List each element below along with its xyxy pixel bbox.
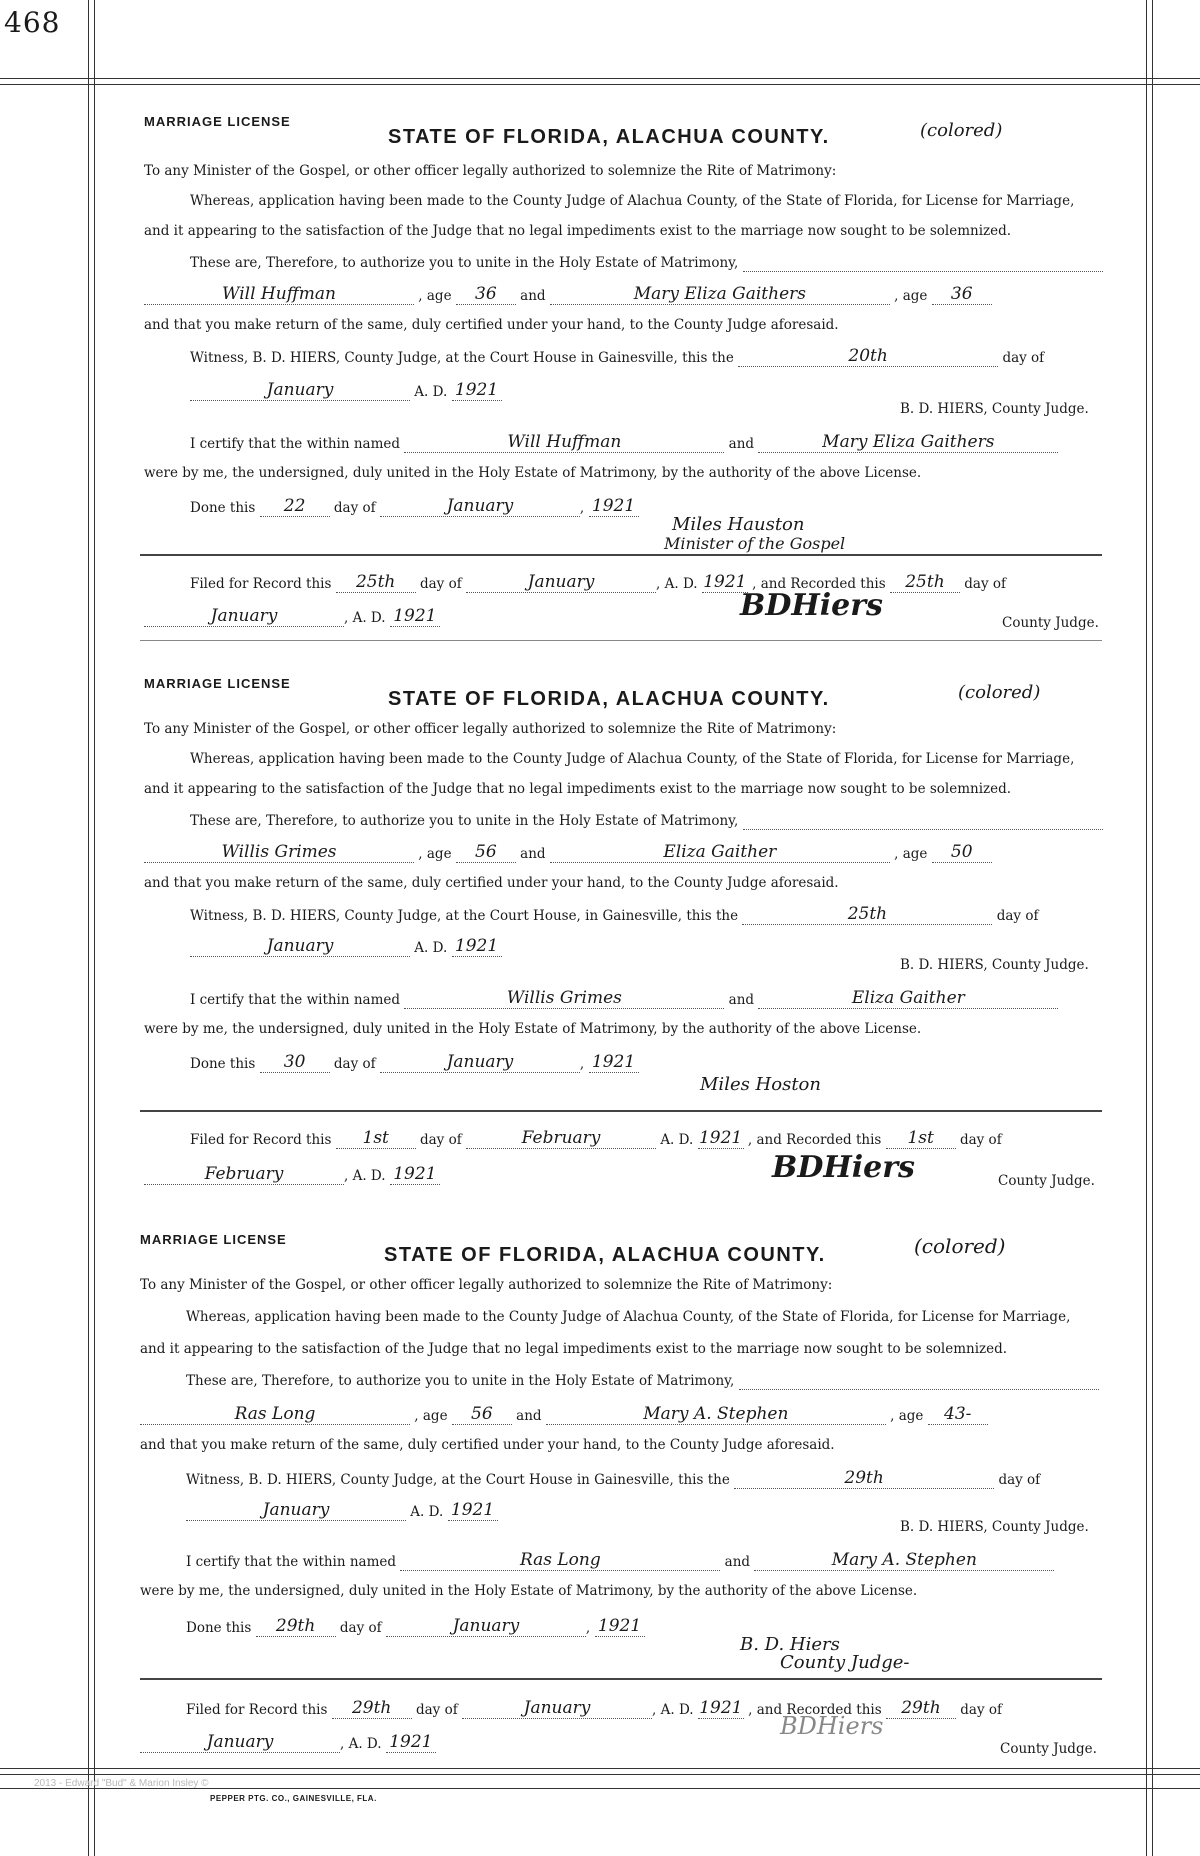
filed-day: 1st	[336, 1128, 416, 1149]
judge-line: B. D. HIERS, County Judge.	[900, 1519, 1089, 1535]
top-rule	[0, 84, 1200, 85]
certify-line	[190, 988, 1058, 1009]
certify-text: I certify that the within named	[186, 1554, 397, 1570]
bride-age: 50	[932, 842, 992, 863]
these-are-text: These are, Therefore, to authorize you to unite in the Holy Estate of Matrimony,	[186, 1373, 735, 1389]
witness-text: Witness, B. D. HIERS, County Judge, at the Court House in Gainesville, this the	[190, 350, 734, 366]
witness-month: January	[190, 380, 410, 401]
bride-name: Mary Eliza Gaithers	[550, 284, 890, 305]
filed-text: Filed for Record this	[190, 576, 332, 592]
ad-label: A. D.	[410, 1504, 444, 1520]
and-label: and	[728, 992, 755, 1008]
age-label: , age	[418, 288, 452, 304]
recorded-date-line	[144, 1164, 440, 1185]
ad-label: A. D.	[664, 576, 698, 592]
comma: ,	[579, 500, 585, 516]
recorded-day: 29th	[886, 1698, 956, 1719]
filed-line	[190, 1128, 1002, 1149]
done-this-label: Done this	[186, 1620, 252, 1636]
these-are-line	[190, 254, 1103, 272]
age-label: , age	[890, 1408, 924, 1424]
witness-day: 29th	[734, 1468, 994, 1489]
done-month: January	[380, 1052, 580, 1073]
bottom-rule	[0, 1768, 1200, 1769]
filed-year: 1921	[703, 572, 747, 592]
colored-note: (colored)	[914, 1234, 1006, 1258]
officiant-title: County Judge-	[780, 1652, 910, 1673]
marriage-license-2	[140, 676, 1102, 1196]
witness-date-line	[186, 1500, 498, 1521]
day-of-label: day of	[960, 1702, 1002, 1718]
margin-line	[1146, 0, 1147, 1856]
cert-groom: Willis Grimes	[404, 988, 724, 1009]
state-title: STATE OF FLORIDA, ALACHUA COUNTY.	[388, 126, 830, 148]
dotted-leader	[743, 257, 1103, 272]
judge-line: B. D. HIERS, County Judge.	[900, 957, 1089, 973]
ad-label: A. D.	[348, 1736, 382, 1752]
united-line: were by me, the undersigned, duly united in the Holy Estate of Matrimony, by the authority of the above License.	[140, 1583, 918, 1599]
day-of-label: day of	[333, 500, 376, 516]
cert-bride: Mary A. Stephen	[754, 1550, 1054, 1571]
judge-line: B. D. HIERS, County Judge.	[900, 401, 1089, 417]
age-label: , age	[418, 846, 452, 862]
certify-text: I certify that the within named	[190, 992, 401, 1008]
done-line	[190, 1052, 639, 1073]
done-day: 30	[260, 1052, 330, 1073]
witness-text: Witness, B. D. HIERS, County Judge, at the Court House, in Gainesville, this the	[190, 908, 739, 924]
state-title: STATE OF FLORIDA, ALACHUA COUNTY.	[388, 688, 830, 710]
recorded-year: 1921	[390, 1164, 440, 1185]
state-title: STATE OF FLORIDA, ALACHUA COUNTY.	[384, 1244, 826, 1266]
officiant-title: Minister of the Gospel	[664, 534, 846, 553]
comma: ,	[656, 576, 661, 592]
day-of-label: day of	[419, 1132, 462, 1148]
these-are-line	[190, 812, 1103, 830]
witness-line	[190, 346, 1044, 367]
filed-day: 25th	[336, 572, 416, 593]
margin-line	[88, 0, 89, 1856]
marriage-license-1	[140, 114, 1102, 644]
filed-line	[190, 572, 1006, 593]
these-are-text: These are, Therefore, to authorize you to unite in the Holy Estate of Matrimony,	[190, 813, 739, 829]
groom-name: Ras Long	[140, 1404, 410, 1425]
parties-line	[140, 1404, 988, 1425]
return-line: and that you make return of the same, duly certified under your hand, to the County Judge aforesaid.	[140, 1437, 835, 1453]
and-label: and	[520, 288, 546, 304]
page-number: 468	[4, 6, 61, 39]
day-of-label: day of	[415, 1702, 458, 1718]
bride-name: Mary A. Stephen	[546, 1404, 886, 1425]
bride-name: Eliza Gaither	[550, 842, 890, 863]
return-line: and that you make return of the same, duly certified under your hand, to the County Judge aforesaid.	[144, 317, 839, 333]
ad-label: A. D.	[414, 384, 448, 400]
county-judge-label: County Judge.	[1000, 1741, 1097, 1757]
done-day: 22	[260, 496, 330, 517]
recorded-year: 1921	[386, 1732, 436, 1753]
bride-age: 43-	[928, 1404, 988, 1425]
witness-date-line	[190, 936, 502, 957]
county-judge-label: County Judge.	[998, 1173, 1095, 1189]
printer-imprint: PEPPER PTG. CO., GAINESVILLE, FLA.	[210, 1794, 377, 1803]
filing-separator	[140, 1110, 1102, 1112]
done-this-label: Done this	[190, 1056, 256, 1072]
done-this-label: Done this	[190, 500, 256, 516]
judge-signature: BDHiers	[780, 1712, 884, 1740]
license-end-rule	[140, 640, 1102, 641]
day-of-label: day of	[339, 1620, 382, 1636]
day-of-label: day of	[333, 1056, 376, 1072]
filed-year: 1921	[698, 1128, 743, 1148]
officiant-signature: B. D. Hiers	[740, 1634, 840, 1655]
recorded-month: January	[140, 1732, 340, 1753]
comma: ,	[652, 1702, 657, 1718]
ad-label: A. D.	[414, 940, 448, 956]
copyright-notice: 2013 - Edward "Bud" & Marion Insley ©	[34, 1778, 209, 1789]
recorded-date-line	[144, 606, 440, 627]
filed-month: January	[462, 1698, 652, 1719]
done-month: January	[386, 1616, 586, 1637]
bottom-rule	[0, 1774, 1200, 1775]
cert-groom: Ras Long	[400, 1550, 720, 1571]
license-label: MARRIAGE LICENSE	[140, 1232, 287, 1247]
ad-label: A. D.	[352, 1168, 386, 1184]
witness-month: January	[186, 1500, 406, 1521]
comma: ,	[585, 1620, 591, 1636]
filed-year: 1921	[699, 1698, 743, 1718]
recorded-text: , and Recorded this	[752, 576, 886, 592]
judge-signature: BDHiers	[772, 1150, 915, 1185]
witness-text: Witness, B. D. HIERS, County Judge, at the Court House in Gainesville, this the	[186, 1472, 730, 1488]
done-year: 1921	[589, 496, 639, 517]
witness-line	[190, 904, 1038, 925]
county-judge-label: County Judge.	[1002, 615, 1099, 631]
filed-text: Filed for Record this	[190, 1132, 332, 1148]
done-line	[186, 1616, 645, 1637]
age-label: , age	[894, 846, 928, 862]
witness-year: 1921	[448, 1500, 498, 1521]
recorded-day: 1st	[886, 1128, 956, 1149]
witness-day: 20th	[738, 346, 998, 367]
filed-day: 29th	[332, 1698, 412, 1719]
judge-signature: BDHiers	[740, 588, 883, 623]
groom-age: 36	[456, 284, 516, 305]
colored-note: (colored)	[920, 120, 1003, 141]
minister-line: To any Minister of the Gospel, or other officer legally authorized to solemnize the Rite of Matrimony:	[144, 163, 837, 179]
done-day: 29th	[256, 1616, 336, 1637]
day-of-label: day of	[959, 1132, 1002, 1148]
day-of-label: day of	[419, 576, 462, 592]
comma: ,	[579, 1056, 585, 1072]
filing-separator	[140, 1678, 1102, 1680]
day-of-label: day of	[996, 908, 1039, 924]
day-of-label: day of	[1002, 350, 1045, 366]
cert-bride: Eliza Gaither	[758, 988, 1058, 1009]
officiant-signature: Miles Hoston	[700, 1074, 821, 1095]
certify-text: I certify that the within named	[190, 436, 401, 452]
certify-line	[190, 432, 1058, 453]
done-line	[190, 496, 639, 517]
recorded-date-line	[140, 1732, 436, 1753]
groom-age: 56	[452, 1404, 512, 1425]
united-line: were by me, the undersigned, duly united in the Holy Estate of Matrimony, by the authority of the above License.	[144, 1021, 922, 1037]
witness-year: 1921	[452, 936, 502, 957]
and-label: and	[516, 1408, 542, 1424]
cert-groom: Will Huffman	[404, 432, 724, 453]
top-rule	[0, 78, 1200, 79]
ad-label: A. D.	[660, 1702, 694, 1718]
recorded-year: 1921	[390, 606, 440, 627]
colored-note: (colored)	[958, 682, 1041, 703]
filed-text: Filed for Record this	[186, 1702, 328, 1718]
recorded-month: February	[144, 1164, 344, 1185]
recorded-text: , and Recorded this	[747, 1132, 882, 1148]
filing-separator	[140, 554, 1102, 556]
officiant-signature: Miles Hauston	[672, 514, 805, 535]
license-label: MARRIAGE LICENSE	[144, 676, 291, 691]
minister-line: To any Minister of the Gospel, or other officer legally authorized to solemnize the Rite of Matrimony:	[144, 721, 837, 737]
whereas-line: Whereas, application having been made to the County Judge of Alachua County, of the State of Florida, for License for Marriage,	[190, 751, 1075, 767]
done-year: 1921	[589, 1052, 639, 1073]
and-label: and	[728, 436, 755, 452]
witness-line	[186, 1468, 1040, 1489]
groom-age: 56	[456, 842, 516, 863]
comma: ,	[340, 1736, 345, 1752]
appearing-line: and it appearing to the satisfaction of the Judge that no legal impediments exist to the marriage now sought to be solemnized.	[144, 223, 1012, 239]
whereas-line: Whereas, application having been made to the County Judge of Alachua County, of the State of Florida, for License for Marriage,	[190, 193, 1075, 209]
dotted-leader	[743, 815, 1103, 830]
ad-label: A. D.	[660, 1132, 694, 1148]
done-month: January	[380, 496, 580, 517]
recorded-month: January	[144, 606, 344, 627]
comma: ,	[344, 610, 349, 626]
ad-label: A. D.	[352, 610, 386, 626]
and-label: and	[724, 1554, 751, 1570]
groom-name: Willis Grimes	[144, 842, 414, 863]
age-label: , age	[414, 1408, 448, 1424]
these-are-line	[186, 1372, 1099, 1390]
groom-name: Will Huffman	[144, 284, 414, 305]
certify-line	[186, 1550, 1054, 1571]
day-of-label: day of	[964, 576, 1006, 592]
appearing-line: and it appearing to the satisfaction of the Judge that no legal impediments exist to the marriage now sought to be solemnized.	[144, 781, 1012, 797]
united-line: were by me, the undersigned, duly united in the Holy Estate of Matrimony, by the authority of the above License.	[144, 465, 922, 481]
return-line: and that you make return of the same, duly certified under your hand, to the County Judge aforesaid.	[144, 875, 839, 891]
minister-line: To any Minister of the Gospel, or other officer legally authorized to solemnize the Rite of Matrimony:	[140, 1277, 833, 1293]
parties-line	[144, 284, 992, 305]
whereas-line: Whereas, application having been made to the County Judge of Alachua County, of the State of Florida, for License for Marriage,	[186, 1309, 1071, 1325]
comma: ,	[344, 1168, 349, 1184]
and-label: and	[520, 846, 546, 862]
recorded-day: 25th	[890, 572, 960, 593]
cert-bride: Mary Eliza Gaithers	[758, 432, 1058, 453]
margin-line	[94, 0, 95, 1856]
day-of-label: day of	[998, 1472, 1041, 1488]
marriage-license-3	[140, 1232, 1102, 1757]
filed-month: February	[466, 1128, 656, 1149]
dotted-leader	[739, 1375, 1099, 1390]
done-year: 1921	[595, 1616, 645, 1637]
these-are-text: These are, Therefore, to authorize you to unite in the Holy Estate of Matrimony,	[190, 255, 739, 271]
appearing-line: and it appearing to the satisfaction of the Judge that no legal impediments exist to the marriage now sought to be solemnized.	[140, 1341, 1008, 1357]
filed-month: January	[466, 572, 656, 593]
parties-line	[144, 842, 992, 863]
age-label: , age	[894, 288, 928, 304]
witness-day: 25th	[742, 904, 992, 925]
witness-month: January	[190, 936, 410, 957]
witness-date-line	[190, 380, 502, 401]
license-label: MARRIAGE LICENSE	[144, 114, 291, 129]
recorded-text: , and Recorded this	[748, 1702, 882, 1718]
witness-year: 1921	[452, 380, 502, 401]
margin-line	[1152, 0, 1153, 1856]
bride-age: 36	[932, 284, 992, 305]
